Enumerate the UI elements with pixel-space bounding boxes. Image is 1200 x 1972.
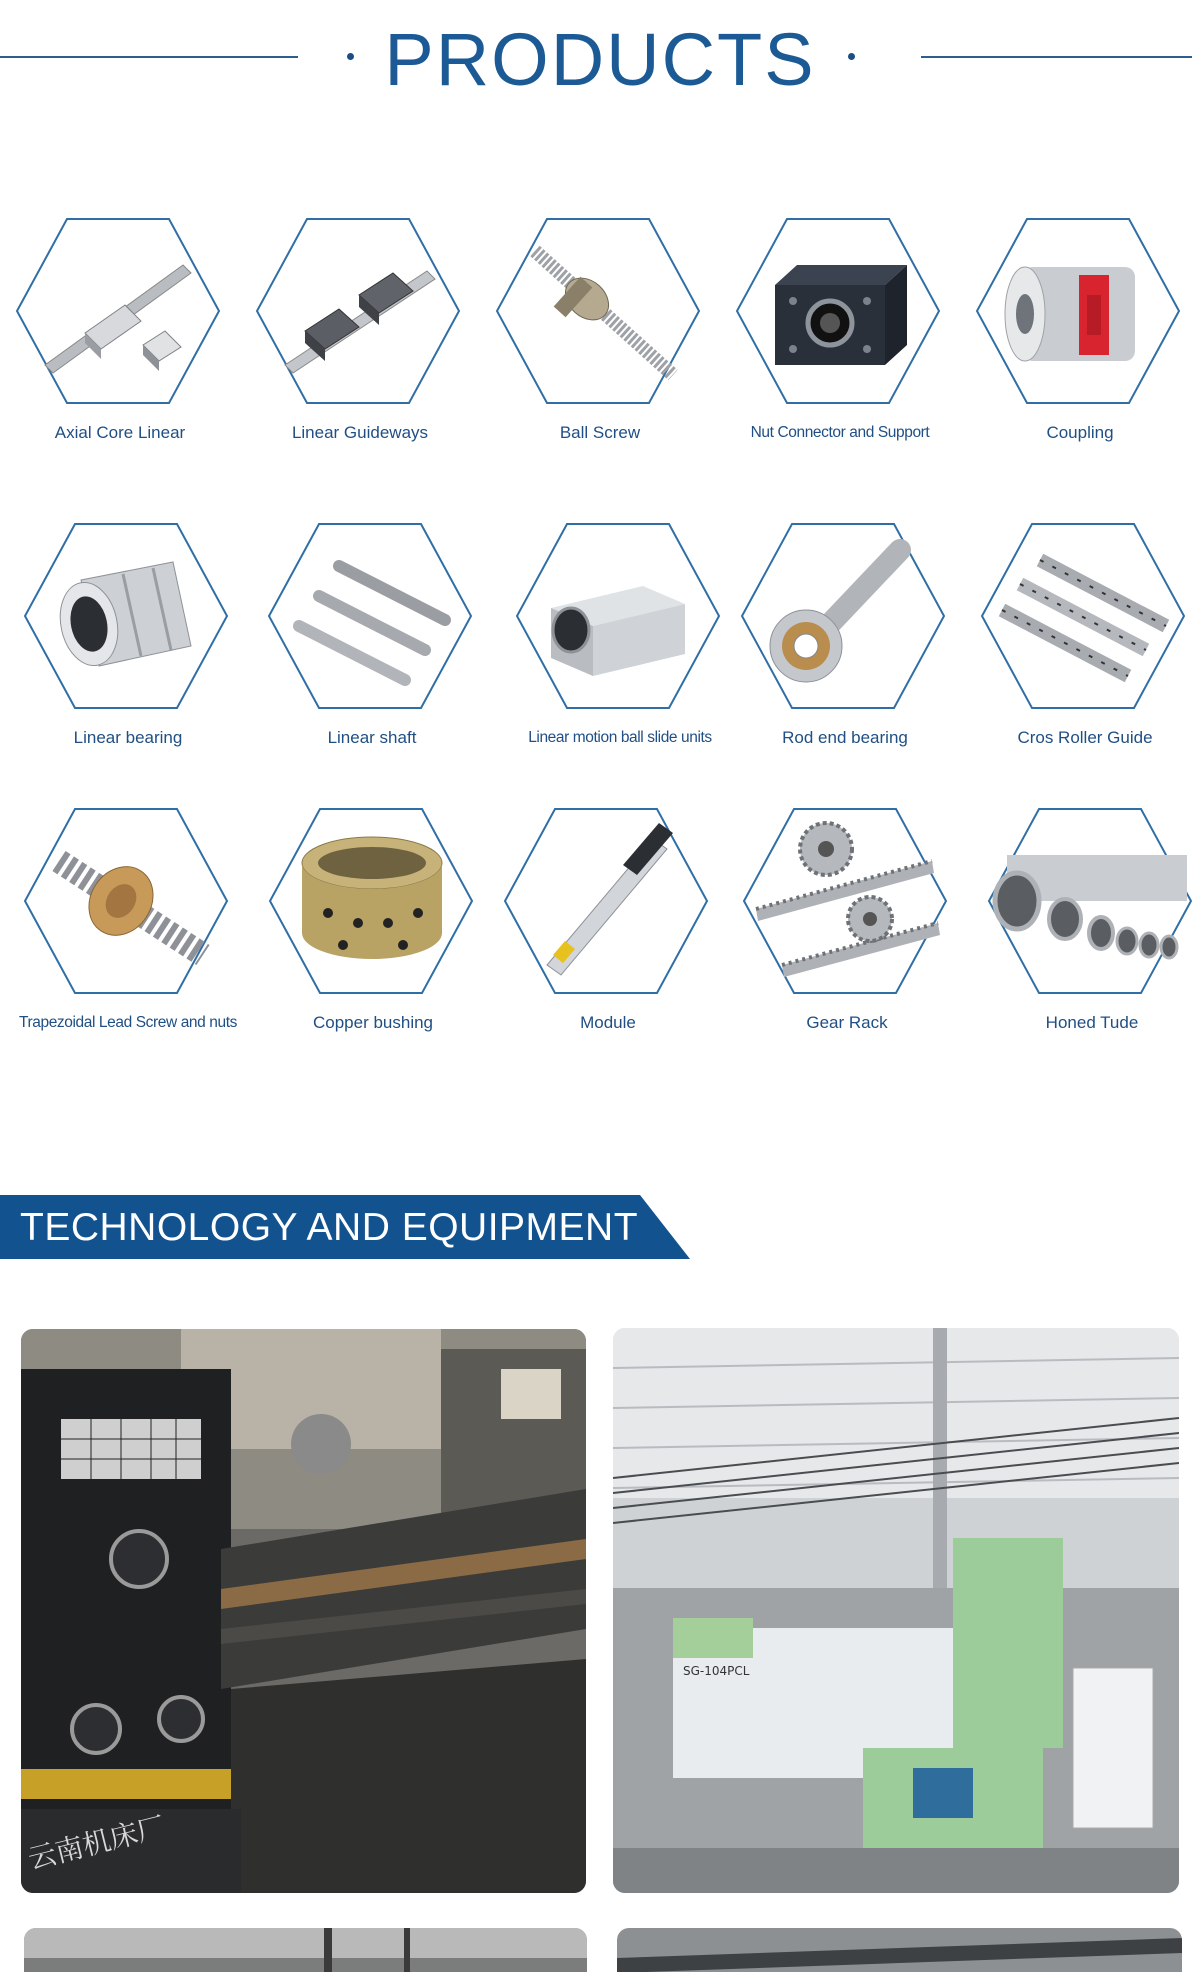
product-label[interactable]: Nut Connector and Support <box>750 424 930 441</box>
rod-end-icon <box>740 520 946 712</box>
gear-rack-icon <box>742 805 948 997</box>
product-label[interactable]: Module <box>580 1013 636 1032</box>
product-label[interactable]: Gear Rack <box>806 1013 888 1032</box>
product-card-linear-bearing[interactable] <box>8 510 248 760</box>
cross-roller-icon <box>980 520 1186 712</box>
product-label[interactable]: Copper bushing <box>312 1013 434 1032</box>
product-card-gear-rack[interactable] <box>727 795 967 1045</box>
product-card-ball-screw[interactable] <box>480 205 720 455</box>
linear-shaft-icon <box>267 520 473 712</box>
product-card-linear-guideways[interactable] <box>240 205 480 455</box>
products-grid <box>0 205 1200 1085</box>
product-label[interactable]: Rod end bearing <box>782 728 908 747</box>
product-card-module[interactable] <box>488 795 728 1045</box>
product-label[interactable]: Coupling <box>1046 423 1114 442</box>
lathe-plate-text: 云南机床厂 <box>24 1809 169 1876</box>
header-dot-right <box>848 53 855 60</box>
header-rule-right <box>921 56 1192 58</box>
linear-rail-icon <box>15 215 221 407</box>
workshop-photo-3 <box>24 1928 587 1972</box>
machine-plate-text: SG-104PCL <box>683 1664 750 1678</box>
product-label[interactable]: Axial Core Linear <box>54 423 186 442</box>
support-block-icon <box>735 215 941 407</box>
product-card-ball-slide-units[interactable] <box>500 510 740 760</box>
ball-screw-icon <box>495 215 701 407</box>
product-card-coupling[interactable] <box>960 205 1200 455</box>
product-label[interactable]: Cros Roller Guide <box>1017 728 1153 747</box>
product-label[interactable]: Linear bearing <box>73 728 183 747</box>
product-card-copper-bushing[interactable] <box>253 795 493 1045</box>
product-card-nut-connector-support[interactable] <box>720 205 960 455</box>
product-label[interactable]: Linear shaft <box>327 728 417 747</box>
technology-title: TECHNOLOGY AND EQUIPMENT <box>20 1206 639 1249</box>
guideway-icon <box>255 215 461 407</box>
product-label[interactable]: Trapezoidal Lead Screw and nuts <box>19 1014 237 1031</box>
tube-icon <box>987 805 1193 997</box>
slide-unit-icon <box>515 520 721 712</box>
technology-banner <box>0 1195 700 1259</box>
product-label[interactable]: Linear motion ball slide units <box>528 729 712 746</box>
bushing-icon <box>268 805 474 997</box>
product-label[interactable]: Honed Tude <box>1045 1013 1139 1032</box>
product-card-trapezoidal-lead-screw[interactable] <box>8 795 248 1045</box>
product-label[interactable]: Ball Screw <box>559 423 641 442</box>
coupling-icon <box>975 215 1181 407</box>
product-card-linear-shaft[interactable] <box>252 510 492 760</box>
module-icon <box>503 805 709 997</box>
workshop-photo-4 <box>617 1928 1182 1972</box>
products-title: PRODUCTS <box>384 18 816 101</box>
lathe-photo <box>21 1329 586 1893</box>
linear-bearing-icon <box>23 520 229 712</box>
product-card-honed-tude[interactable] <box>972 795 1200 1045</box>
product-card-axial-core-linear[interactable] <box>0 205 240 455</box>
product-card-cros-roller-guide[interactable] <box>965 510 1200 760</box>
product-card-rod-end-bearing[interactable] <box>725 510 965 760</box>
lead-screw-icon <box>23 805 229 997</box>
products-header <box>0 0 1200 130</box>
product-label[interactable]: Linear Guideways <box>291 423 429 442</box>
grinding-machine-photo <box>613 1328 1179 1893</box>
